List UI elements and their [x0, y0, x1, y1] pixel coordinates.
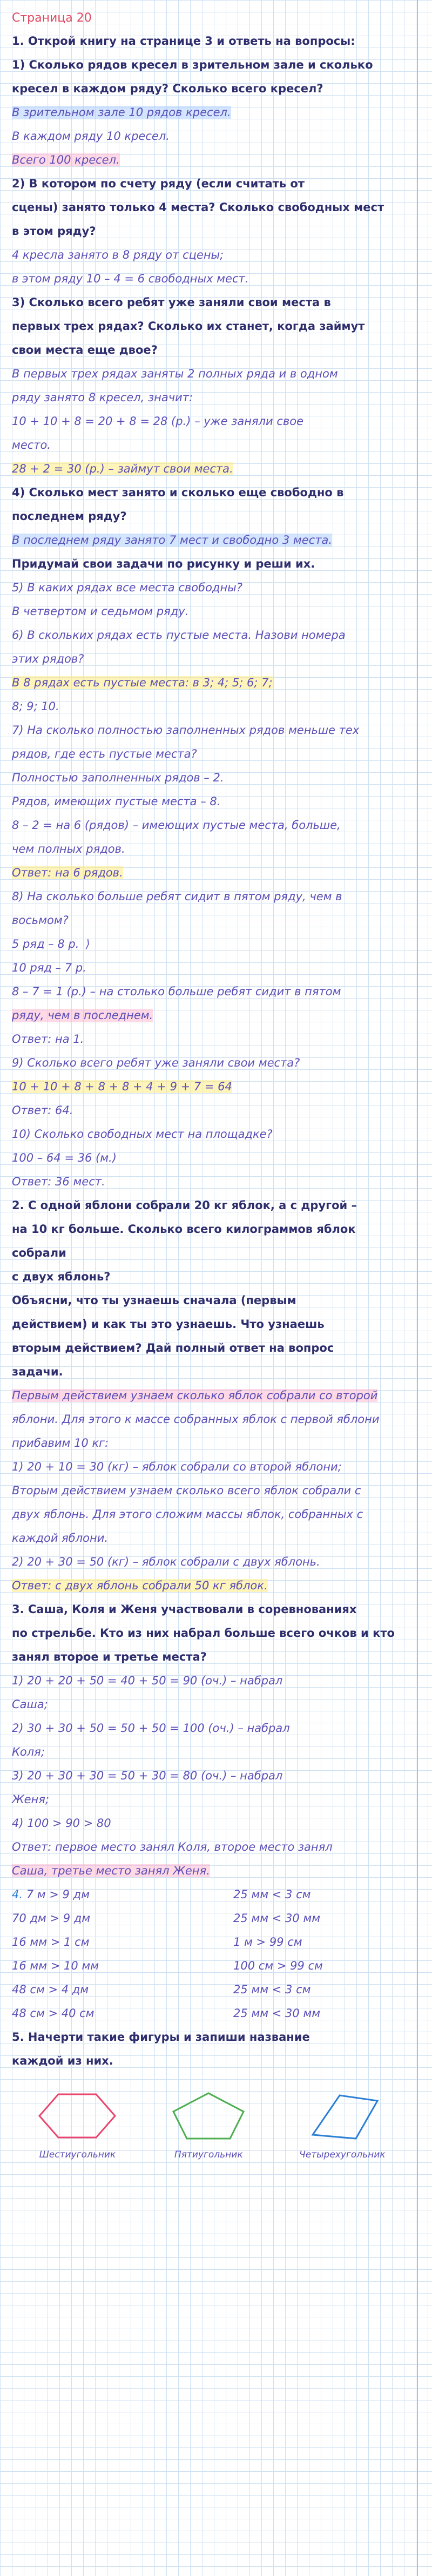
line-l09 [12, 219, 410, 243]
line-l39 [12, 932, 410, 956]
line-l17 [12, 409, 410, 433]
quadrilateral [299, 2089, 385, 2160]
line-l31 [12, 742, 410, 766]
shapes-row [12, 2089, 410, 2160]
task-4-right: 25 мм < 30 мм [233, 1912, 321, 1925]
line-text: В зрительном зале 10 рядов кресел. [12, 106, 231, 119]
line-text: В каждом ряду 10 кресел. [12, 130, 170, 143]
line-text: прибавим 10 кг: [12, 1437, 109, 1449]
hexagon-icon [37, 2089, 118, 2143]
line-text: яблони. Для этого к массе собранных яблок с первой яблони [12, 1413, 380, 1426]
line-l65 [12, 1574, 410, 1597]
line-l43 [12, 1027, 410, 1051]
line-text: 2) 20 + 30 = 50 (кг) – яблок собрали с двух яблонь. [12, 1555, 320, 1568]
pentagon-label: Пятиугольник [174, 2149, 243, 2160]
line-l72 [12, 1740, 410, 1764]
line-l30 [12, 718, 410, 742]
page-title: Страница 20 [12, 11, 92, 25]
line-text: 4 кресла занято в 8 ряду от сцены; [12, 248, 224, 261]
line-text: последнем ряду? [12, 510, 127, 523]
line-l29 [12, 694, 410, 718]
line-text: 10 ряд – 7 р. [12, 961, 86, 974]
line-text: Коля; [12, 1745, 45, 1758]
line-l07 [12, 172, 410, 195]
line-text: занял второе и третье места? [12, 1650, 207, 1663]
line-l12 [12, 291, 410, 314]
line-l76 [12, 1835, 410, 1859]
line-l71 [12, 1716, 410, 1740]
task-5-title: 5. Начерти такие фигуры и запиши название [12, 2031, 310, 2044]
line-text: 8 – 7 = 1 (р.) – на столько больше ребят сидит в пятом [12, 985, 341, 998]
task-4-right: 25 мм < 3 см [233, 1888, 311, 1901]
line-l24 [12, 576, 410, 599]
line-text: 1) Сколько рядов кресел в зрительном зале и сколько [12, 58, 373, 71]
line-l28 [12, 671, 410, 694]
line-text: 2. С одной яблони собрали 20 кг яблок, а с другой – [12, 1199, 357, 1212]
line-l27 [12, 647, 410, 671]
line-l22 [12, 528, 410, 552]
line-l73 [12, 1764, 410, 1788]
line-text: 10) Сколько свободных мест на площадке? [12, 1128, 273, 1141]
task-4-right: 1 м > 99 см [233, 1936, 302, 1948]
line-l37 [12, 885, 410, 908]
line-text: кресел в каждом ряду? Сколько всего кресел? [12, 82, 323, 95]
line-text: восьмом? [12, 914, 69, 927]
line-text: 3. Саша, Коля и Женя участвовали в соревнованиях [12, 1603, 357, 1616]
line-text: 4) 100 > 90 > 80 [12, 1817, 111, 1830]
line-text: Ответ: 36 мест. [12, 1175, 105, 1188]
line-l01 [12, 29, 410, 53]
line-l58 [12, 1407, 410, 1431]
line-l74 [12, 1788, 410, 1811]
line-text: Всего 100 кресел. [12, 153, 120, 166]
line-text: 5 ряд – 8 р. [12, 938, 79, 950]
line-text: ряду занято 8 кресел, значит: [12, 391, 193, 404]
line-text: В четвертом и седьмом ряду. [12, 605, 189, 618]
line-text: Придумай свои задачи по рисунку и реши их. [12, 557, 315, 570]
task-4-left: 16 мм > 10 мм [12, 1959, 99, 1972]
line-text: ряду, чем в последнем. [12, 1009, 153, 1022]
line-text: действием) и как ты это узнаешь. Что узнаешь [12, 1318, 325, 1331]
line-text: Ответ: на 1. [12, 1033, 84, 1046]
line-l14 [12, 338, 410, 362]
line-l46 [12, 1098, 410, 1122]
line-l47 [12, 1122, 410, 1146]
hexagon [37, 2089, 118, 2160]
line-text: Первым действием узнаем сколько яблок собрали со второй [12, 1389, 378, 1402]
line-l10 [12, 243, 410, 267]
line-l66 [12, 1597, 410, 1621]
line-l23 [12, 552, 410, 576]
line-text: Ответ: 64. [12, 1104, 73, 1117]
line-l44 [12, 1051, 410, 1075]
task-4-right: 100 см > 99 см [233, 1959, 323, 1972]
line-text: 7) На сколько полностью заполненных рядов меньше тех [12, 724, 360, 737]
line-text: 1) 20 + 10 = 30 (кг) – яблок собрали со второй яблони; [12, 1460, 342, 1473]
line-text: 8 – 2 = на 6 (рядов) – имеющих пустые места, больше, [12, 819, 341, 832]
line-text: сцены) занято только 4 места? Сколько свободных мест [12, 201, 384, 214]
line-text: Женя; [12, 1793, 49, 1806]
line-text: 8; 9; 10. [12, 700, 59, 713]
line-text: Вторым действием узнаем сколько всего яблок собрали с [12, 1484, 361, 1497]
line-text: В первых трех рядах заняты 2 полных ряда и в одном [12, 367, 338, 380]
line-l69 [12, 1669, 410, 1692]
task-4-right: 25 мм < 3 см [233, 1983, 311, 1996]
task-4-left: 16 мм > 1 см [12, 1936, 90, 1948]
line-text: 10 + 10 + 8 + 8 + 8 + 4 + 9 + 7 = 64 [12, 1080, 232, 1093]
line-l20 [12, 481, 410, 504]
line-l61 [12, 1479, 410, 1502]
task-4-row-5 [12, 2001, 410, 2025]
line-l52 [12, 1265, 410, 1289]
line-text: этих рядов? [12, 652, 84, 665]
line-text: 28 + 2 = 30 (р.) – займут свои места. [12, 462, 233, 475]
line-l40 [12, 956, 410, 980]
pentagon [168, 2089, 249, 2160]
line-l03 [12, 77, 410, 100]
line-l18 [12, 433, 410, 457]
line-text: 100 – 64 = 36 (м.) [12, 1151, 117, 1164]
line-text: 5) В каких рядах все места свободны? [12, 581, 242, 594]
line-l19 [12, 457, 410, 481]
task-4-left: 4. 7 м > 9 дм [12, 1888, 90, 1901]
line-l02 [12, 53, 410, 77]
pentagon-icon [168, 2089, 249, 2143]
line-l33 [12, 790, 410, 813]
line-text: Ответ: с двух яблонь собрали 50 кг яблок. [12, 1579, 268, 1592]
line-l16 [12, 386, 410, 409]
task-4-right: 25 мм < 30 мм [233, 2007, 321, 2020]
task-5-title-2: каждой из них. [12, 2054, 113, 2067]
line-text: Рядов, имеющих пустые места – 8. [12, 795, 221, 808]
line-text: вторым действием? Дай полный ответ на вопрос [12, 1341, 334, 1354]
line-text: Саша, третье место занял Женя. [12, 1864, 210, 1877]
line-l42 [12, 1003, 410, 1027]
line-l32 [12, 766, 410, 790]
line-l75 [12, 1811, 410, 1835]
line-text: по стрельбе. Кто из них набрал больше всего очков и кто [12, 1627, 395, 1640]
line-l67 [12, 1621, 410, 1645]
task-4-row-4 [12, 1978, 410, 2001]
line-text: Полностью заполненных рядов – 2. [12, 771, 224, 784]
line-l53 [12, 1289, 410, 1312]
task-4-left: 48 см > 4 дм [12, 1983, 89, 1996]
line-l50 [12, 1193, 410, 1217]
line-l64 [12, 1550, 410, 1574]
line-l26 [12, 623, 410, 647]
task-4-row-2 [12, 1930, 410, 1954]
line-l51 [12, 1217, 410, 1265]
line-l21 [12, 504, 410, 528]
line-text: в этом ряду? [12, 225, 96, 238]
line-text: рядов, где есть пустые места? [12, 747, 197, 760]
hexagon-label: Шестиугольник [39, 2149, 116, 2160]
line-l54 [12, 1312, 410, 1336]
line-l62 [12, 1502, 410, 1526]
line-text: 10 + 10 + 8 = 20 + 8 = 28 (р.) – уже заняли свое [12, 415, 304, 428]
solution-lines [12, 29, 410, 1883]
line-l05 [12, 124, 410, 148]
line-l55 [12, 1336, 410, 1360]
line-l13 [12, 314, 410, 338]
line-l25 [12, 599, 410, 623]
task-4-row-1 [12, 1906, 410, 1930]
line-text: с двух яблонь? [12, 1270, 111, 1283]
line-text: 6) В скольких рядах есть пустые места. Назови номера [12, 629, 346, 642]
line-l04 [12, 100, 410, 124]
line-l49 [12, 1170, 410, 1193]
line-text: 8) На сколько больше ребят сидит в пятом ряду, чем в [12, 890, 342, 903]
line-l15 [12, 362, 410, 386]
line-text: В последнем ряду занято 7 мест и свободно 3 места. [12, 534, 333, 547]
line-text: Объясни, что ты узнаешь сначала (первым [12, 1294, 296, 1307]
line-text: задачи. [12, 1365, 63, 1378]
line-l11 [12, 267, 410, 291]
line-text: 1) 20 + 20 + 50 = 40 + 50 = 90 (оч.) – набрал [12, 1674, 283, 1687]
task-4-left: 48 см > 40 см [12, 2007, 94, 2020]
line-l08 [12, 195, 410, 219]
line-l57 [12, 1384, 410, 1407]
line-l60 [12, 1455, 410, 1479]
brace-arrow-icon: ⟩ [85, 938, 90, 950]
task-4 [12, 1883, 410, 2025]
line-l77 [12, 1859, 410, 1883]
line-text: 1. Открой книгу на странице 3 и ответь на вопросы: [12, 35, 355, 48]
line-text: место. [12, 439, 51, 451]
line-l41 [12, 980, 410, 1003]
line-text: свои места еще двое? [12, 343, 158, 356]
line-text: 3) Сколько всего ребят уже заняли свои места в [12, 296, 331, 309]
task-4-row-0 [12, 1883, 410, 1906]
line-l59 [12, 1431, 410, 1455]
line-l63 [12, 1526, 410, 1550]
line-text: чем полных рядов. [12, 842, 125, 855]
line-l56 [12, 1360, 410, 1384]
line-text: 9) Сколько всего ребят уже заняли свои места? [12, 1056, 300, 1069]
line-l38 [12, 908, 410, 932]
task-4-left: 70 дм > 9 дм [12, 1912, 91, 1925]
line-text: каждой яблони. [12, 1532, 109, 1545]
line-text: на 10 кг больше. Сколько всего килограммов яблок собрали [12, 1223, 360, 1259]
line-text: Саша; [12, 1698, 48, 1711]
line-text: 3) 20 + 30 + 30 = 50 + 30 = 80 (оч.) – набрал [12, 1769, 283, 1782]
quadrilateral-icon [302, 2089, 383, 2143]
line-text: Ответ: на 6 рядов. [12, 866, 123, 879]
line-text: первых трех рядах? Сколько их станет, когда займут [12, 320, 365, 333]
line-text: В 8 рядах есть пустые места: в 3; 4; 5; 6; 7; [12, 676, 273, 689]
line-l35 [12, 837, 410, 861]
line-l68 [12, 1645, 410, 1669]
line-l34 [12, 813, 410, 837]
line-l36 [12, 861, 410, 885]
line-text: 2) 30 + 30 + 50 = 50 + 50 = 100 (оч.) – набрал [12, 1722, 290, 1735]
line-text: Ответ: первое место занял Коля, второе место занял [12, 1840, 333, 1853]
task-4-row-3 [12, 1954, 410, 1978]
line-l70 [12, 1692, 410, 1716]
line-l45 [12, 1075, 410, 1098]
line-text: 4) Сколько мест занято и сколько еще свободно в [12, 486, 344, 499]
line-text: 2) В котором по счету ряду (если считать от [12, 177, 305, 190]
line-text: в этом ряду 10 – 4 = 6 свободных мест. [12, 272, 249, 285]
quadrilateral-label: Четырехугольник [299, 2149, 386, 2160]
line-l06 [12, 148, 410, 172]
line-l48 [12, 1146, 410, 1170]
line-text: двух яблонь. Для этого сложим массы яблок, собранных с [12, 1508, 363, 1521]
